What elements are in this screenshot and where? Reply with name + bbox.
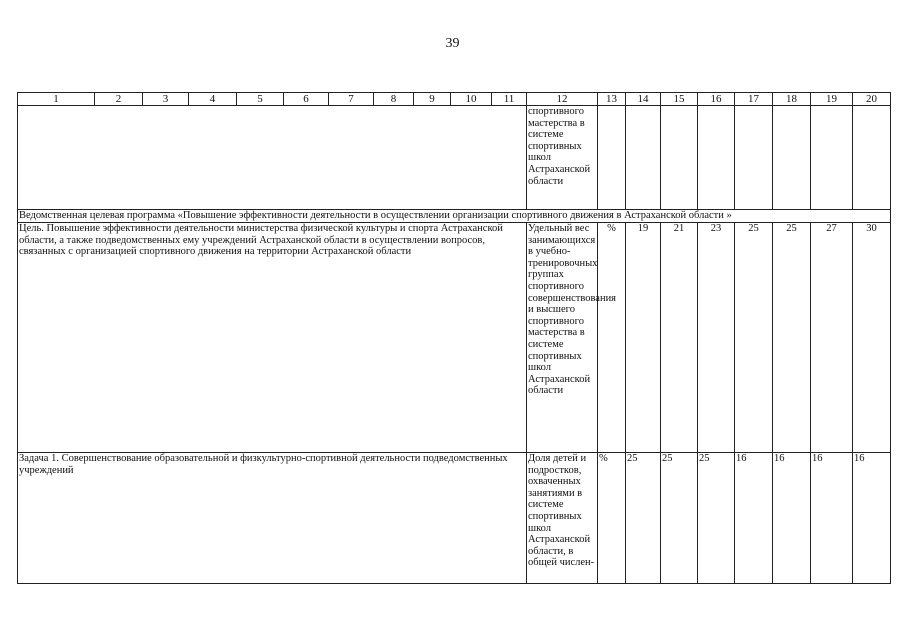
col-num-2: 2	[95, 93, 143, 106]
goal-indicator: Удельный вес занимающихся в учебно-тренировочных группах спортивного совершенствования и высшего спортивного мастерства в системе спортивных школ Астраханской области	[527, 223, 598, 453]
task1-unit: %	[598, 453, 626, 584]
goal-row	[18, 223, 891, 453]
col-num-12: 12	[527, 93, 598, 106]
col-num-11: 11	[492, 93, 527, 106]
continuation-value-cell	[811, 106, 853, 210]
continuation-indicator-cell: спортивного мастерства в системе спортивных школ Астраханской области	[527, 106, 598, 210]
continuation-unit-cell	[598, 106, 626, 210]
goal-value-14: 19	[626, 223, 661, 453]
col-num-15: 15	[661, 93, 698, 106]
col-num-16: 16	[698, 93, 735, 106]
goal-value-17: 25	[735, 223, 773, 453]
col-num-4: 4	[189, 93, 237, 106]
continuation-value-cell	[735, 106, 773, 210]
program-title: Ведомственная целевая программа «Повышение эффективности деятельности в осуществлении организации спортивного движения в Астраханской области »	[18, 210, 891, 223]
col-num-7: 7	[329, 93, 374, 106]
column-number-row	[18, 93, 891, 106]
col-num-3: 3	[143, 93, 189, 106]
col-num-14: 14	[626, 93, 661, 106]
col-num-1: 1	[18, 93, 95, 106]
goal-value-20: 30	[853, 223, 891, 453]
col-num-13: 13	[598, 93, 626, 106]
col-num-20: 20	[853, 93, 891, 106]
indicator-table	[17, 92, 891, 584]
task1-value-19: 16	[811, 453, 853, 584]
continuation-value-cell	[773, 106, 811, 210]
task1-value-18: 16	[773, 453, 811, 584]
task1-value-14: 25	[626, 453, 661, 584]
program-row	[18, 210, 891, 223]
continuation-text-cell	[18, 106, 527, 210]
col-num-6: 6	[284, 93, 329, 106]
task1-row	[18, 453, 891, 584]
goal-value-15: 21	[661, 223, 698, 453]
task1-value-17: 16	[735, 453, 773, 584]
goal-text: Цель. Повышение эффективности деятельности министерства физической культуры и спорта Астраханской области, а также подведомственных ему учреждений Астраханской области в осуществлении вопросов, связанных с организацией спортивного движения на территории Астраханской области	[18, 223, 527, 453]
goal-value-16: 23	[698, 223, 735, 453]
task1-value-20: 16	[853, 453, 891, 584]
continuation-value-cell	[853, 106, 891, 210]
continuation-value-cell	[698, 106, 735, 210]
task1-indicator: Доля детей и подростков, охваченных занятиями в системе спортивных школ Астраханской области, в общей числен-	[527, 453, 598, 584]
continuation-value-cell	[626, 106, 661, 210]
goal-value-18: 25	[773, 223, 811, 453]
task1-value-16: 25	[698, 453, 735, 584]
col-num-19: 19	[811, 93, 853, 106]
continuation-row	[18, 106, 891, 210]
goal-value-19: 27	[811, 223, 853, 453]
col-num-9: 9	[414, 93, 451, 106]
continuation-value-cell	[661, 106, 698, 210]
col-num-5: 5	[237, 93, 284, 106]
col-num-8: 8	[374, 93, 414, 106]
goal-unit: %	[598, 223, 626, 453]
page-number: 39	[445, 36, 460, 51]
task1-text: Задача 1. Совершенствование образовательной и физкультурно-спортивной деятельности подведомственных учреждений	[18, 453, 527, 584]
col-num-10: 10	[451, 93, 492, 106]
col-num-17: 17	[735, 93, 773, 106]
task1-value-15: 25	[661, 453, 698, 584]
col-num-18: 18	[773, 93, 811, 106]
